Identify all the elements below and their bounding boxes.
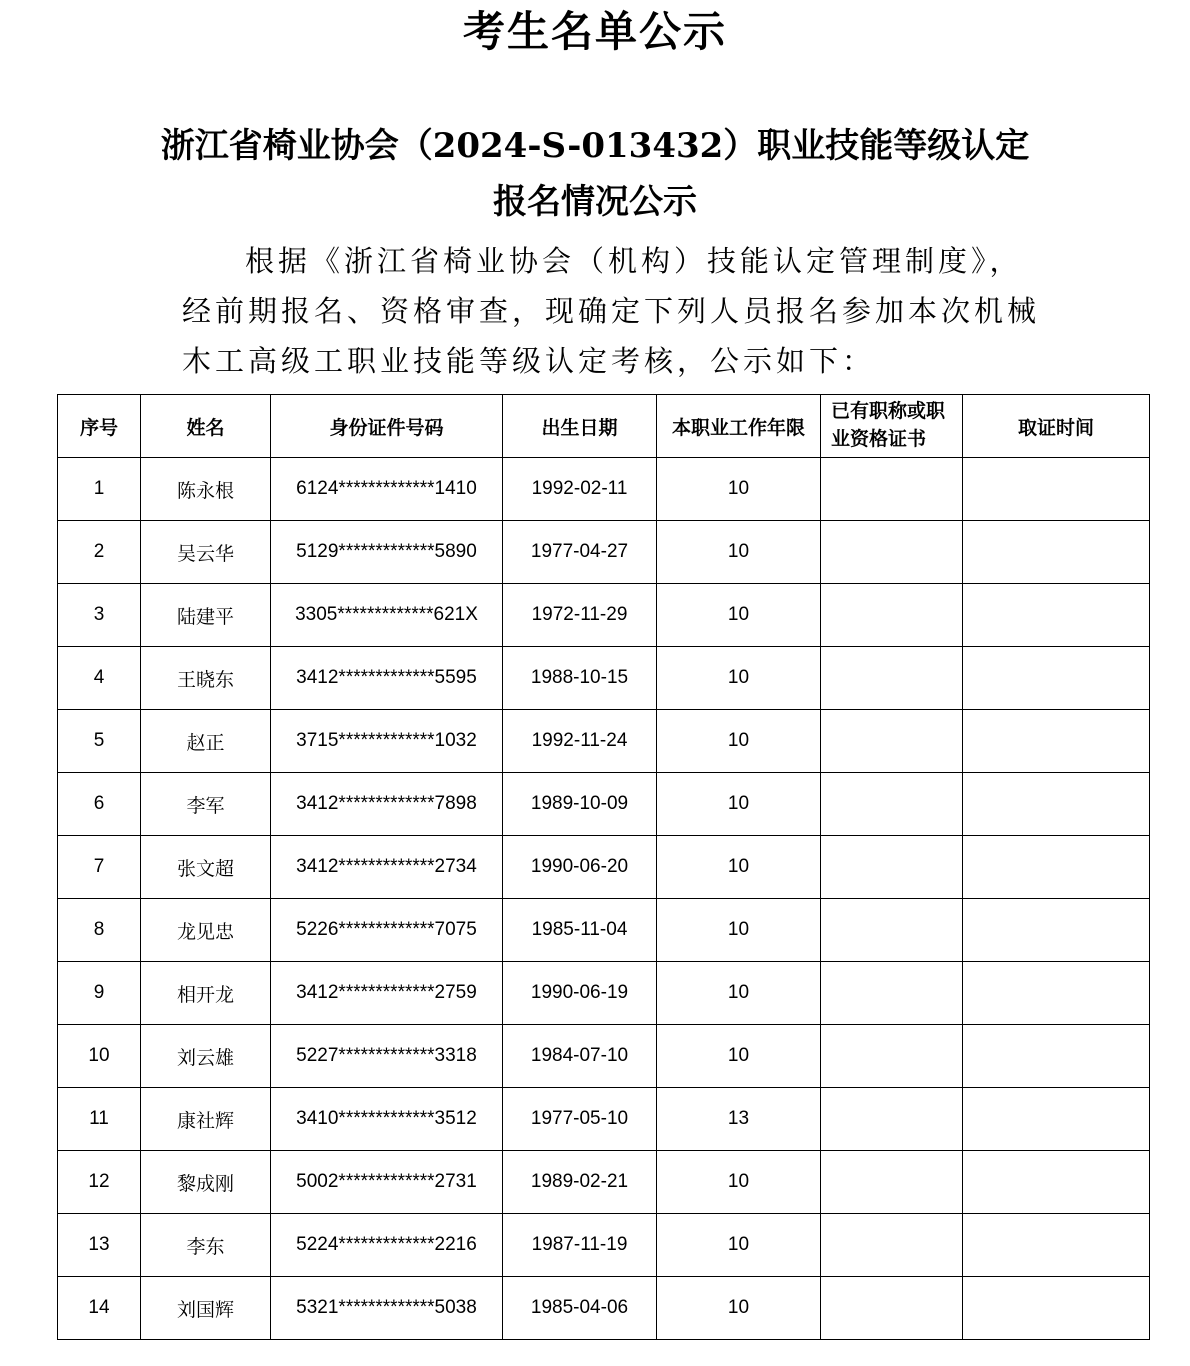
cell-cert-date: [963, 1151, 1150, 1214]
cell-cert-date: [963, 1025, 1150, 1088]
cell-birth-date: 1984-07-10: [503, 1025, 657, 1088]
table-row: [58, 773, 1150, 836]
cell-certificate: [821, 962, 963, 1025]
cell-name: 黎成刚: [141, 1151, 271, 1214]
cell-cert-date: [963, 710, 1150, 773]
cell-cert-date: [963, 1214, 1150, 1277]
cell-cert-date: [963, 458, 1150, 521]
cell-cert-date: [963, 773, 1150, 836]
cell-birth-date: 1990-06-20: [503, 836, 657, 899]
cell-birth-date: 1990-06-19: [503, 962, 657, 1025]
cell-certificate: [821, 1277, 963, 1340]
cell-id-number: 3412*************5595: [271, 647, 503, 710]
header-work-years: 本职业工作年限: [657, 395, 821, 458]
cell-index: 4: [58, 647, 141, 710]
table-row: [58, 647, 1150, 710]
header-id-number: 身份证件号码: [271, 395, 503, 458]
cell-id-number: 5129*************5890: [271, 521, 503, 584]
cell-id-number: 3410*************3512: [271, 1088, 503, 1151]
cell-certificate: [821, 1151, 963, 1214]
cell-index: 13: [58, 1214, 141, 1277]
cell-birth-date: 1987-11-19: [503, 1214, 657, 1277]
table-header-row: [58, 395, 1150, 458]
cell-certificate: [821, 647, 963, 710]
candidate-table: [57, 394, 1150, 1340]
table-row: [58, 962, 1150, 1025]
cell-cert-date: [963, 899, 1150, 962]
cell-work-years: 10: [657, 1151, 821, 1214]
cell-cert-date: [963, 584, 1150, 647]
cell-name: 陆建平: [141, 584, 271, 647]
cell-birth-date: 1977-04-27: [503, 521, 657, 584]
cell-name: 张文超: [141, 836, 271, 899]
cell-certificate: [821, 899, 963, 962]
cell-id-number: 5227*************3318: [271, 1025, 503, 1088]
cell-certificate: [821, 836, 963, 899]
cell-birth-date: 1977-05-10: [503, 1088, 657, 1151]
cell-name: 吴云华: [141, 521, 271, 584]
cell-work-years: 10: [657, 1214, 821, 1277]
cell-id-number: 3412*************2734: [271, 836, 503, 899]
cell-index: 9: [58, 962, 141, 1025]
header-cert-date: 取证时间: [963, 395, 1150, 458]
cell-id-number: 5002*************2731: [271, 1151, 503, 1214]
cell-index: 14: [58, 1277, 141, 1340]
cell-index: 8: [58, 899, 141, 962]
cell-work-years: 10: [657, 836, 821, 899]
cell-name: 王晓东: [141, 647, 271, 710]
cell-name: 龙见忠: [141, 899, 271, 962]
cell-birth-date: 1989-10-09: [503, 773, 657, 836]
cell-birth-date: 1985-04-06: [503, 1277, 657, 1340]
cell-name: 赵正: [141, 710, 271, 773]
table-body: [58, 458, 1150, 1340]
cell-birth-date: 1988-10-15: [503, 647, 657, 710]
cell-birth-date: 1989-02-21: [503, 1151, 657, 1214]
header-index: 序号: [58, 395, 141, 458]
cell-work-years: 10: [657, 962, 821, 1025]
cell-id-number: 3412*************2759: [271, 962, 503, 1025]
cell-id-number: 5224*************2216: [271, 1214, 503, 1277]
cell-index: 12: [58, 1151, 141, 1214]
cell-id-number: 5226*************7075: [271, 899, 503, 962]
cell-name: 李东: [141, 1214, 271, 1277]
cell-cert-date: [963, 647, 1150, 710]
cell-work-years: 10: [657, 1277, 821, 1340]
cell-certificate: [821, 584, 963, 647]
header-birth-date: 出生日期: [503, 395, 657, 458]
cell-work-years: 10: [657, 647, 821, 710]
cell-name: 陈永根: [141, 458, 271, 521]
cell-index: 3: [58, 584, 141, 647]
header-name: 姓名: [141, 395, 271, 458]
table-row: [58, 1277, 1150, 1340]
cell-index: 11: [58, 1088, 141, 1151]
cell-work-years: 10: [657, 584, 821, 647]
intro-paragraph: [182, 236, 1041, 386]
cell-birth-date: 1992-02-11: [503, 458, 657, 521]
intro-line-1: 根据《浙江省椅业协会（机构）技能认定管理制度》，: [245, 244, 1023, 278]
table-row: [58, 899, 1150, 962]
cell-work-years: 10: [657, 710, 821, 773]
cell-index: 10: [58, 1025, 141, 1088]
cell-cert-date: [963, 521, 1150, 584]
header-certificate: 已有职称或职业资格证书: [821, 395, 963, 458]
cell-name: 李军: [141, 773, 271, 836]
cell-index: 7: [58, 836, 141, 899]
cell-id-number: 5321*************5038: [271, 1277, 503, 1340]
cell-index: 1: [58, 458, 141, 521]
cell-id-number: 3305*************621X: [271, 584, 503, 647]
cell-birth-date: 1992-11-24: [503, 710, 657, 773]
cell-index: 5: [58, 710, 141, 773]
table-row: [58, 1088, 1150, 1151]
cell-work-years: 10: [657, 899, 821, 962]
intro-line-3: 木工高级工职业技能等级认定考核，公示如下：: [182, 344, 876, 378]
cell-work-years: 10: [657, 458, 821, 521]
cell-id-number: 6124*************1410: [271, 458, 503, 521]
table-row: [58, 1151, 1150, 1214]
cell-certificate: [821, 773, 963, 836]
cell-birth-date: 1985-11-04: [503, 899, 657, 962]
cell-work-years: 10: [657, 1025, 821, 1088]
cell-name: 相开龙: [141, 962, 271, 1025]
table-row: [58, 836, 1150, 899]
cell-id-number: 3412*************7898: [271, 773, 503, 836]
cell-name: 刘国辉: [141, 1277, 271, 1340]
cell-certificate: [821, 521, 963, 584]
cell-name: 康社辉: [141, 1088, 271, 1151]
cell-index: 6: [58, 773, 141, 836]
cell-cert-date: [963, 836, 1150, 899]
cell-cert-date: [963, 962, 1150, 1025]
cell-certificate: [821, 1088, 963, 1151]
table-row: [58, 1025, 1150, 1088]
document-title: 考生名单公示: [462, 7, 727, 56]
table-row: [58, 1214, 1150, 1277]
cell-name: 刘云雄: [141, 1025, 271, 1088]
intro-line-2: 经前期报名、资格审查，现确定下列人员报名参加本次机械: [182, 294, 1041, 328]
cell-birth-date: 1972-11-29: [503, 584, 657, 647]
cell-certificate: [821, 710, 963, 773]
cell-cert-date: [963, 1277, 1150, 1340]
cell-work-years: 10: [657, 773, 821, 836]
cell-certificate: [821, 1025, 963, 1088]
table-row: [58, 710, 1150, 773]
notice-title-line1: 浙江省椅业协会（2024-S-013432）职业技能等级认定: [160, 126, 1030, 166]
table-row: [58, 584, 1150, 647]
cell-cert-date: [963, 1088, 1150, 1151]
table-row: [58, 521, 1150, 584]
cell-certificate: [821, 1214, 963, 1277]
cell-id-number: 3715*************1032: [271, 710, 503, 773]
notice-title-line2: 报名情况公示: [493, 182, 697, 222]
cell-work-years: 13: [657, 1088, 821, 1151]
table-row: [58, 458, 1150, 521]
cell-certificate: [821, 458, 963, 521]
cell-index: 2: [58, 521, 141, 584]
cell-work-years: 10: [657, 521, 821, 584]
